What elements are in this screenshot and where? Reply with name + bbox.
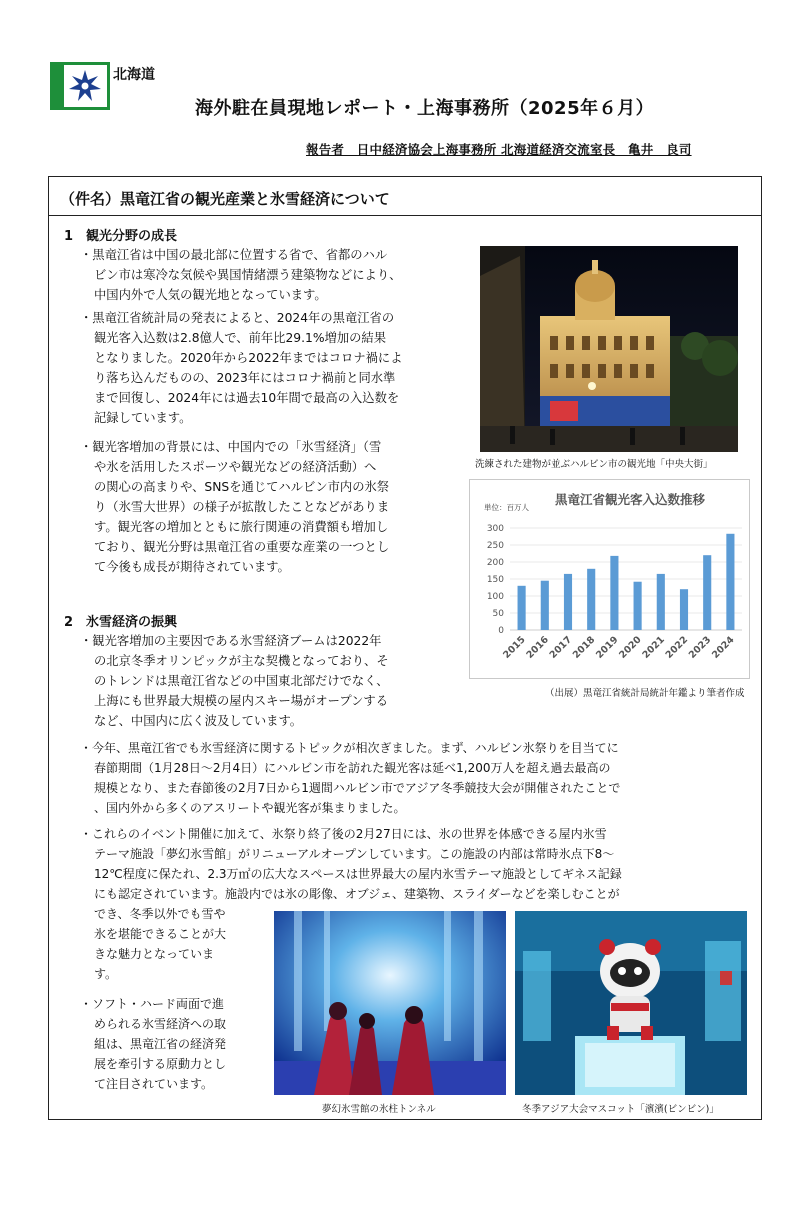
text-line: の北京冬季オリンピックが主な契機となっており、そ: [94, 654, 389, 668]
text-line: 春節期間（1月28日〜2月4日）にハルビン市を訪れた観光客は延べ1,200万人を超え過去最高の: [94, 761, 611, 775]
section2-bullet-4: [80, 994, 270, 1094]
text-line: ・今年、黒竜江省でも氷雪経済に関するトピックが相次ぎました。まず、ハルビン氷祭りを目当てに: [80, 741, 619, 755]
text-line: 12℃程度に保たれ、2.3万㎡の広大なスペースは世界最大の屋内氷雪テーマ施設としてギネス記録: [94, 867, 622, 881]
photo-ice-tunnel: [274, 911, 506, 1095]
chart-bar-2023: [703, 555, 711, 630]
text-line: となりました。2020年から2022年まではコロナ禍によ: [94, 351, 403, 365]
text-line: 記録しています。: [94, 411, 192, 425]
text-line: り落ち込んだものの、2023年にはコロナ禍前と同水準: [94, 371, 396, 385]
text-line: て注目されています。: [94, 1077, 214, 1091]
text-line: り（氷雪大世界）の様子が拡散したことなどがありま: [94, 500, 390, 514]
text-line: テーマ施設「夢幻氷雪館」がリニューアルオープンしています。この施設の内部は常時氷点下8〜: [94, 847, 615, 861]
chart-bar-2017: [564, 574, 572, 630]
text-line: 中国内外で人気の観光地となっています。: [94, 288, 327, 302]
text-line: 上海にも世界最大規模の屋内スキー場がオープンする: [94, 694, 389, 708]
hokkaido-star-icon: [64, 66, 106, 106]
chart-xtick-label: 2015: [501, 634, 528, 661]
chart-unit-label: 単位：百万人: [484, 503, 529, 512]
text-line: められる氷雪経済への取: [94, 1017, 227, 1031]
chart-ytick-label: 100: [486, 592, 504, 602]
text-line: 展を牽引する原動力とし: [94, 1057, 227, 1071]
chart-ytick-label: 150: [486, 575, 504, 585]
text-line: など、中国内に広く波及しています。: [94, 714, 303, 728]
photo-mascot-binbin: [515, 911, 747, 1095]
chart-bar-2018: [587, 569, 595, 630]
text-line: 氷を堪能できることが大: [94, 927, 227, 941]
reporter-line: 報告者 日中経済協会上海事務所 北海道経済交流室長 亀井 良司: [306, 142, 692, 157]
text-line: のトレンドは黒竜江省などの中国東北部だけでなく、: [94, 674, 389, 688]
photo1-caption: 洗練された建物が並ぶハルビン市の観光地「中央大街」: [475, 459, 713, 470]
text-line: ・黒竜江省統計局の発表によると、2024年の黒竜江省の: [80, 311, 395, 325]
logo-green-bar: [50, 62, 64, 110]
chart-bar-2015: [518, 586, 526, 630]
chart-bar-2022: [680, 589, 688, 630]
chart-title: 黒竜江省観光客入込数推移: [554, 492, 706, 507]
chart-xtick-label: 2016: [524, 634, 551, 661]
chart-bar-2024: [726, 534, 734, 630]
chart-xtick-label: 2021: [640, 634, 667, 661]
page-title: 海外駐在員現地レポート・上海事務所（2025年６月）: [195, 98, 655, 119]
chart-xtick-label: 2022: [663, 634, 691, 661]
chart-bar-2021: [657, 574, 665, 630]
text-line: ・黒竜江省は中国の最北部に位置する省で、省都のハル: [80, 248, 388, 262]
text-line: ビン市は寒冷な気候や異国情緒漂う建築物などにより、: [94, 268, 402, 282]
chart-xtick-label: 2024: [710, 634, 737, 661]
photo2-caption: 夢幻氷雪館の氷柱トンネル: [322, 1104, 436, 1115]
text-line: 組は、黒竜江省の経済発: [94, 1037, 227, 1051]
org-name: 北海道: [113, 67, 155, 83]
chart-svg: [470, 480, 749, 678]
section1-bullet-2: [80, 308, 470, 428]
section1-bullet-3: [80, 437, 470, 577]
text-line: ・これらのイベント開催に加えて、氷祭り終了後の2月27日には、氷の世界を体感できる屋内氷雪: [80, 827, 607, 841]
text-line: まで回復し、2024年には過去10年間で最高の入込数を: [94, 391, 400, 405]
case-title: （件名）黒竜江省の観光産業と氷雪経済について: [60, 190, 390, 208]
text-line: 、国内外から多くのアスリートや観光客が集まりました。: [94, 801, 406, 815]
chart-source: （出展）黒竜江省統計局統計年鑑より筆者作成: [545, 688, 745, 699]
text-line: 規模となり、また春節後の2月7日から1週間ハルビン市でアジア冬季競技大会が開催されたことで: [94, 781, 621, 795]
text-line: ており、観光分野は黒竜江省の重要な産業の一つとし: [94, 540, 390, 554]
text-line: にも認定されています。施設内では氷の彫像、オブジェ、建築物、スライダーなどを楽しむことが: [94, 887, 620, 901]
text-line: す。: [94, 967, 118, 981]
text-line: ・観光客増加の主要因である氷雪経済ブームは2022年: [80, 634, 382, 648]
text-line: す。観光客の増加とともに旅行関連の消費額も増加し: [94, 520, 389, 534]
text-line: や氷を活用したスポーツや観光などの経済活動）へ: [94, 460, 377, 474]
chart-bar-2020: [634, 582, 642, 630]
text-line: て今後も成長が期待されています。: [94, 560, 290, 574]
chart-ytick-label: 300: [486, 524, 504, 534]
section2-bullet-1: [80, 631, 470, 731]
text-line: ・観光客増加の背景には、中国内での「氷雪経済」（雪: [80, 440, 382, 454]
text-line: 観光客入込数は2.8億人で、前年比29.1%増加の結果: [94, 331, 387, 345]
chart-visitors: [469, 479, 750, 679]
text-line: でき、冬季以外でも雪や: [94, 907, 226, 921]
chart-xtick-label: 2019: [594, 634, 621, 661]
text-line: きな魅力となっていま: [94, 947, 215, 961]
case-separator: [48, 215, 762, 216]
section1-bullet-1: [80, 245, 470, 305]
section2-heading: 2 氷雪経済の振興: [64, 615, 178, 630]
chart-ytick-label: 200: [486, 558, 504, 568]
chart-xtick-label: 2018: [570, 634, 598, 661]
section2-bullet-2: [80, 738, 760, 818]
section1-heading: 1 観光分野の成長: [64, 229, 178, 244]
chart-bar-2019: [610, 556, 618, 630]
photo3-caption: 冬季アジア大会マスコット「濱濱(ビンビン)」: [522, 1104, 719, 1115]
chart-ytick-label: 250: [486, 541, 504, 551]
chart-ytick-label: 0: [498, 626, 504, 636]
text-line: ・ソフト・ハード両面で進: [80, 997, 225, 1011]
chart-xtick-label: 2023: [686, 634, 714, 661]
chart-ytick-label: 50: [492, 609, 504, 619]
chart-xtick-label: 2017: [547, 634, 575, 661]
chart-xtick-label: 2020: [617, 634, 644, 661]
text-line: の関心の高まりや、SNSを通じてハルビン市内の氷祭: [94, 480, 390, 494]
chart-bar-2016: [541, 581, 549, 630]
photo-central-street: [480, 246, 738, 452]
